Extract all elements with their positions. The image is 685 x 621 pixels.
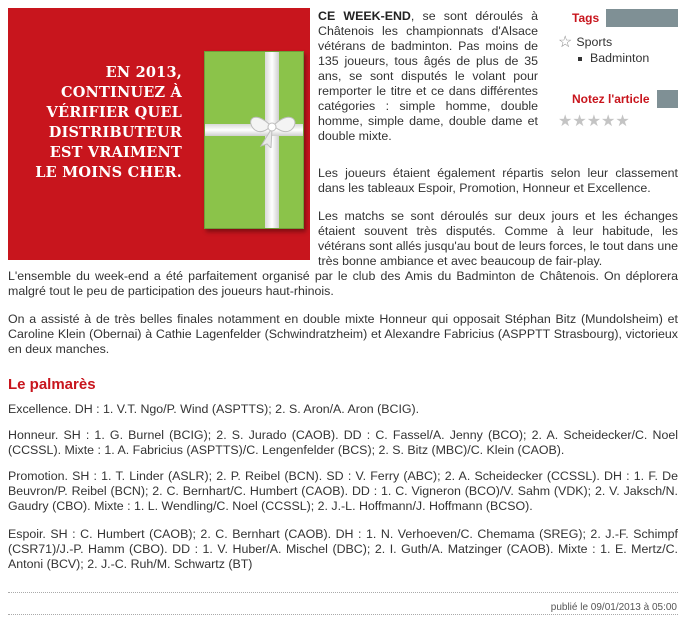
results-honneur: Honneur. SH : 1. G. Burnel (BCIG); 2. S. Jurado (CAOB). DD : C. Fassel/A. Jenny (BCO); 2. A. Scheidecker/C. Noel (CCSSL). Mixte : 1. A. Fabricius (ASPTTS)/C. Lengenfelder (BCS); 2. S. Bitz (MBC)/C. Klein (CAOB). (8, 428, 678, 457)
rating-star-icon[interactable]: ★ (558, 113, 573, 130)
gift-box-image (204, 51, 304, 229)
tag-badminton[interactable]: Badminton (548, 51, 678, 66)
rating-stars[interactable] (548, 114, 678, 129)
ad-line: DISTRIBUTEUR (48, 124, 182, 141)
advertisement-banner[interactable] (8, 8, 310, 260)
rating-star-icon[interactable]: ★ (572, 113, 587, 130)
divider (8, 614, 678, 615)
results-espoir: Espoir. SH : C. Humbert (CAOB); 2. C. Bernhart (CAOB). DH : 1. N. Verhoeven/C. Chemama (SREG); 2. J.-F. Schimpf (CSR71)/J.-P. Hamm (CBO). DD : 1. V. Huber/A. Mischel (DBC); 2. I. Guth/A. Matzinger (CAOB). Mixte : 1. E. Mertz/C. Antoni (BCV); 2. J.-C. Ruh/M. Schwartz (BT) (8, 527, 678, 571)
tag-sports[interactable] (548, 35, 678, 50)
tags-box (548, 9, 678, 66)
rating-title: Notez l'article (548, 90, 657, 108)
rating-box (548, 90, 678, 129)
article-paragraph-3: Les matchs se sont déroulés sur deux jours et les échanges étaient souvent très disputés. Comme à leur habitude, les vétérans sont allés jusqu'au bout de leurs forces, le tout dans une très bonne ambiance et avec beaucoup de fair-play. (318, 209, 678, 268)
rating-star-icon[interactable]: ★ (601, 113, 616, 130)
article-intro (318, 9, 538, 144)
tags-header (548, 9, 678, 27)
ad-line: EST VRAIMENT (49, 144, 182, 161)
ad-slogan (8, 63, 182, 183)
palmares-heading: Le palmarès (8, 376, 96, 393)
ad-line: LE MOINS CHER. (35, 164, 182, 181)
results-excellence: Excellence. DH : 1. V.T. Ngo/P. Wind (ASPTTS); 2. S. Aron/A. Aron (BCIG). (8, 402, 420, 416)
results-promotion: Promotion. SH : 1. T. Linder (ASLR); 2. P. Reibel (BCN). SD : V. Ferry (ABC); 2. A. Scheidecker (CCSSL). DH : 1. F. De Beuvron/P. Reibel (BCN); 2. C. Bernhart/C. Humbert (CAOB). DD : 1. C. Vigneron (BCO)/V. Sahm (VDK); 2. V. Jaksch/N. Gaudry (CBO). Mixte : 1. L. Wendling/C. Noel (CCSSL); 2. J.-L. Hoffmann/J. Hoffmann (BCSO). (8, 469, 678, 513)
rating-star-icon[interactable]: ★ (586, 113, 602, 130)
divider (8, 592, 678, 593)
article-paragraph-4: L'ensemble du week-end a été parfaitement organisé par le club des Amis du Badminton de Châtenois. On déplorera malgré tout le peu de participation des joueurs haut-rhinois. (8, 269, 678, 298)
ad-line: VÉRIFIER QUEL (46, 104, 182, 121)
intro-text: , se sont déroulés à Châtenois les championnats d'Alsace vétérans de badminton. Pas moins de 135 joueurs, tous âgés de plus de 35 ans, se sont disputés le volant pour remporter le titre et ce dans différentes catégories : simple homme, double homme, simple dame, double dame et double mixte. (318, 9, 539, 143)
article-paragraph-2: Les joueurs étaient également répartis selon leur classement dans les tableaux Espoir, Promotion, Honneur et Excellence. (318, 166, 678, 195)
star-outline-icon: ☆ (558, 34, 573, 51)
ad-line: CONTINUEZ À (60, 84, 182, 101)
publication-date: publié le 09/01/2013 à 05:00 (550, 602, 677, 613)
rating-header (548, 90, 678, 108)
intro-lead: CE WEEK-END (318, 9, 411, 23)
ad-line: EN 2013, (105, 64, 182, 81)
rating-star-icon[interactable]: ★ (615, 113, 630, 130)
gift-bow-icon (243, 104, 303, 148)
tags-title: Tags (548, 9, 606, 27)
article-paragraph-5: On a assisté à de très belles finales notamment en double mixte Honneur qui opposait Stéphan Bitz (Mundolsheim) et Caroline Klein (Obernai) à Cathie Lagenfelder (Schwindratzheim) et Alexandre Fabricius (ASPPTT Strasbourg), victorieux en deux manches. (8, 312, 678, 356)
tag-sports-label[interactable]: Sports (576, 35, 613, 49)
